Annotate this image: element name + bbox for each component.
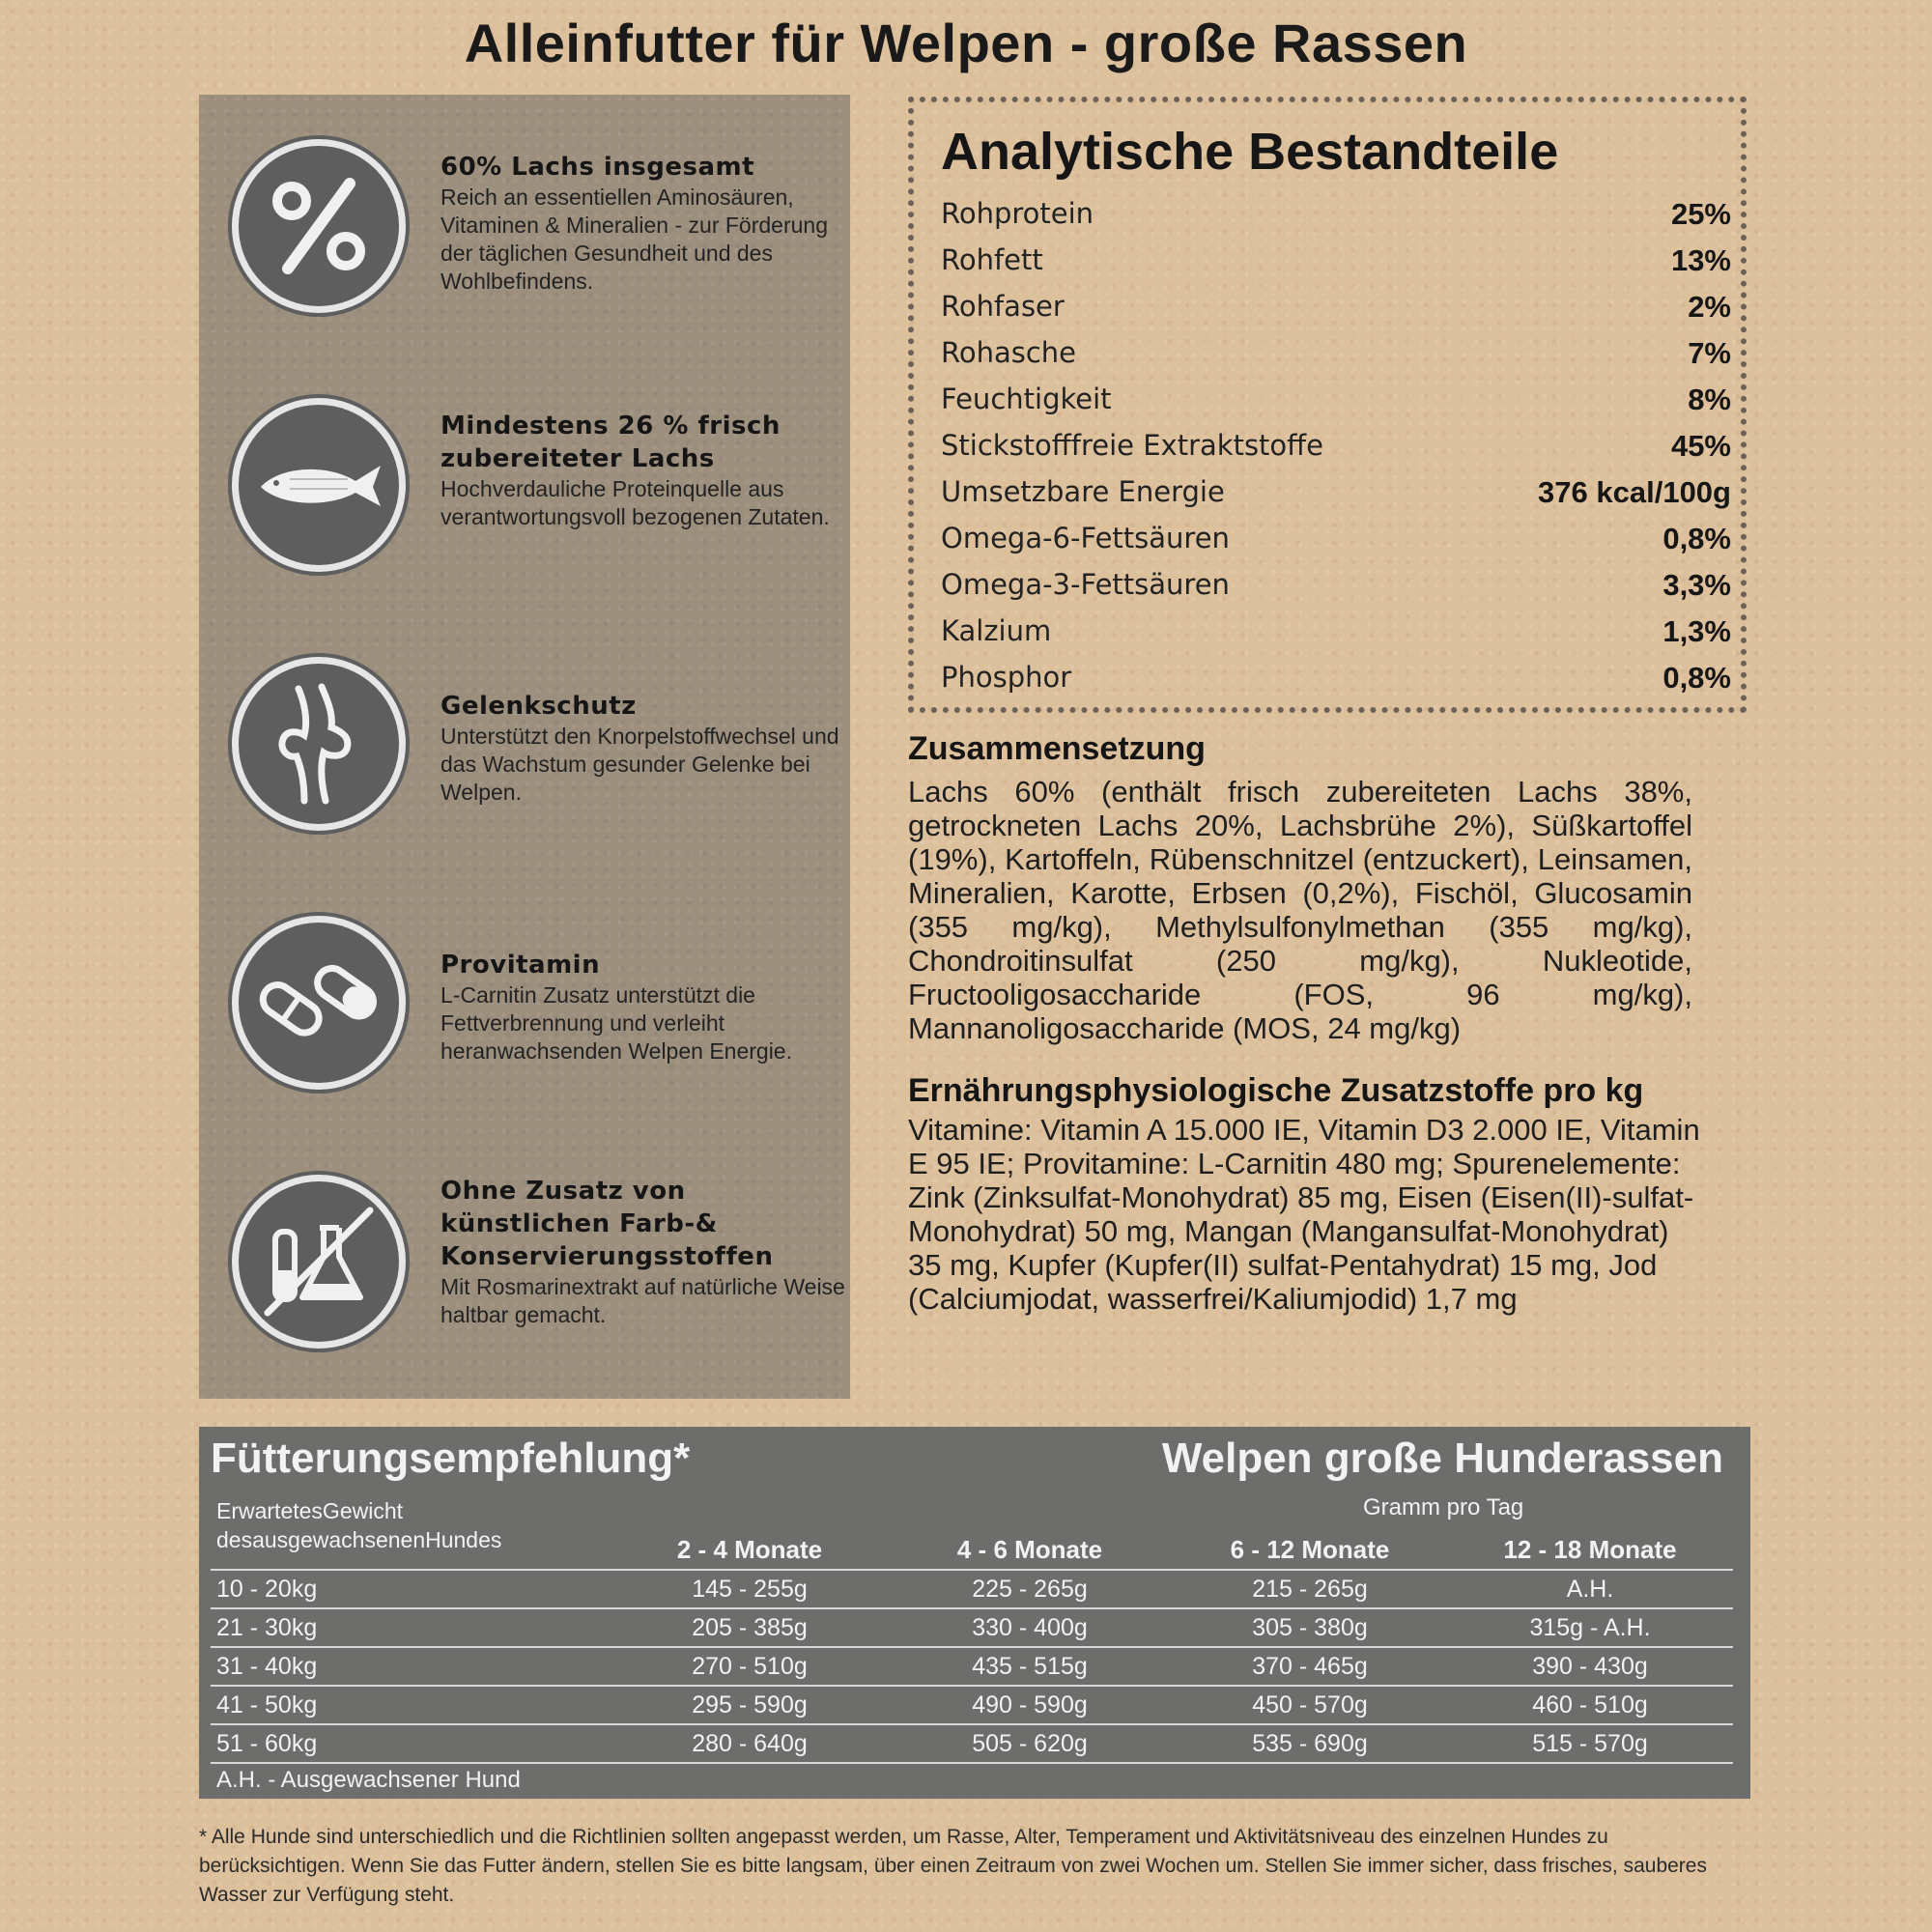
feature-item <box>199 916 850 1099</box>
feature-item <box>199 657 850 840</box>
analytics-name: Stickstofffreie Extraktstoffe <box>941 429 1323 462</box>
capsule-icon <box>232 916 406 1090</box>
table-legend: A.H. - Ausgewachsener Hund <box>216 1767 521 1793</box>
column-header: 6 - 12 Monate <box>1230 1535 1390 1564</box>
analytics-value: 13% <box>1670 243 1731 277</box>
table-cell: 205 - 385g <box>692 1614 808 1641</box>
table-cell: 315g - A.H. <box>1529 1614 1651 1641</box>
analytics-name: Rohprotein <box>941 197 1094 230</box>
table-cell: 305 - 380g <box>1252 1614 1368 1641</box>
feature-title: Mindestens 26 % frisch zubereiteter Lachs <box>440 412 781 473</box>
analytics-row <box>941 383 1731 429</box>
weight-column-header <box>216 1496 603 1554</box>
weight-cell: 31 - 40kg <box>216 1653 318 1680</box>
analytics-value: 25% <box>1670 197 1731 231</box>
analytics-value: 1,3% <box>1662 614 1731 648</box>
analytics-value: 0,8% <box>1662 661 1731 695</box>
table-divider <box>211 1646 1733 1648</box>
fish-icon <box>232 398 406 572</box>
table-cell: 225 - 265g <box>972 1576 1088 1603</box>
feature-item <box>199 1175 850 1358</box>
table-cell: 215 - 265g <box>1252 1576 1368 1603</box>
table-cell: 490 - 590g <box>972 1691 1088 1719</box>
analytics-row <box>941 614 1731 661</box>
table-divider <box>211 1762 1733 1764</box>
additives-title: Ernährungsphysiologische Zusatzstoffe pro kg <box>908 1072 1644 1109</box>
analytics-name: Feuchtigkeit <box>941 383 1112 415</box>
table-cell: 505 - 620g <box>972 1730 1088 1757</box>
table-cell: 330 - 400g <box>972 1614 1088 1641</box>
feature-title: Provitamin <box>440 951 601 980</box>
analytics-name: Omega-3-Fettsäuren <box>941 568 1230 601</box>
table-cell: 280 - 640g <box>692 1730 808 1757</box>
table-cell: 460 - 510g <box>1532 1691 1648 1719</box>
table-divider <box>211 1685 1733 1687</box>
column-header: 12 - 18 Monate <box>1503 1535 1677 1564</box>
feature-title: 60% Lachs insgesamt <box>440 153 755 182</box>
footnote: * Alle Hunde sind unterschiedlich und die Richtlinien sollten angepasst werden, um Rasse, Alter, Temperament und Aktivitätsniveau des einzelnen Hundes zu berücksichtigen. Wenn Sie das Futter ändern, stellen Sie es bitte langsam, über einen Zeitraum von zwei Wochen um. Stellen Sie immer sicher, dass frisches, sauberes Wasser zur Verfügung steht. <box>199 1826 1707 1906</box>
feature-description: Unterstützt den Knorpelstoffwechsel und das Wachstum gesunder Gelenke bei Welpen. <box>440 724 839 805</box>
table-cell: 145 - 255g <box>692 1576 808 1603</box>
analytics-name: Omega-6-Fettsäuren <box>941 522 1230 554</box>
feature-title: Ohne Zusatz von künstlichen Farb-& Konservierungsstoffen <box>440 1177 774 1271</box>
feeding-title: Fütterungsempfehlung* <box>211 1435 691 1482</box>
analytics-value: 3,3% <box>1662 568 1731 602</box>
weight-cell: 21 - 30kg <box>216 1614 318 1641</box>
analytics-row <box>941 336 1731 383</box>
table-divider <box>211 1607 1733 1609</box>
analytics-row <box>941 475 1731 522</box>
feature-title: Gelenkschutz <box>440 692 637 721</box>
analytics-value: 7% <box>1688 336 1731 370</box>
table-divider <box>211 1569 1733 1571</box>
analytics-row <box>941 243 1731 290</box>
additives-text: Vitamine: Vitamin A 15.000 IE, Vitamin D3 2.000 IE, Vitamin E 95 IE; Provitamine: L-Carnitin 480 mg; Spurenelemente: Zink (Zinksulfat-Monohydrat) 85 mg, Eisen (Eisen(II)-sulfat-Monohydrat) 50 mg, Mangan (Mangansulfat-Monohydrat) 35 mg, Kupfer (Kupfer(II) sulfat-Pentahydrat) 15 mg, Jod (Calciumjodat, wasserfrei/Kaliumjodid) 1,7 mg <box>908 1113 1700 1316</box>
feature-item <box>199 139 850 323</box>
table-cell: 270 - 510g <box>692 1653 808 1680</box>
table-cell: 390 - 430g <box>1532 1653 1648 1680</box>
weight-header-line: ErwartetesGewicht <box>216 1498 404 1523</box>
analytics-row <box>941 290 1731 336</box>
analytics-value: 0,8% <box>1662 522 1731 555</box>
analytics-name: Umsetzbare Energie <box>941 475 1225 508</box>
feeding-table <box>199 1427 1750 1799</box>
weight-cell: 10 - 20kg <box>216 1576 318 1603</box>
features-panel <box>199 95 850 1399</box>
percent-icon <box>232 139 406 313</box>
feature-description: Mit Rosmarinextrakt auf natürliche Weise haltbar gemacht. <box>440 1274 845 1327</box>
table-cell: A.H. <box>1566 1576 1614 1603</box>
table-cell: 435 - 515g <box>972 1653 1088 1680</box>
analytics-name: Rohfett <box>941 243 1043 276</box>
analytics-row <box>941 661 1731 707</box>
analytics-value: 376 kcal/100g <box>1538 475 1731 509</box>
column-header: 4 - 6 Monate <box>956 1535 1103 1564</box>
weight-cell: 41 - 50kg <box>216 1691 318 1719</box>
analytics-name: Kalzium <box>941 614 1052 647</box>
table-cell: 370 - 465g <box>1252 1653 1368 1680</box>
composition-text: Lachs 60% (enthält frisch zubereiteten Lachs 38%, getrockneten Lachs 20%, Lachsbrühe 2%), Süßkartoffel (19%), Kartoffeln, Rübenschnitzel (entzuckert), Leinsamen, Mineralien, Karotte, Erbsen (0,2%), Fischöl, Glucosamin (355 mg/kg), Methylsulfonylmethan (355 mg/kg), Chondroitinsulfat (250 mg/kg), Nukleotide, Fructooligosaccharide (FOS, 96 mg/kg), Mannanoligosaccharide (MOS, 24 mg/kg) <box>908 775 1692 1045</box>
weight-cell: 51 - 60kg <box>216 1730 318 1757</box>
column-header: 2 - 4 Monate <box>676 1535 823 1564</box>
page-title: Alleinfutter für Welpen - große Rassen <box>464 13 1468 73</box>
analytics-row <box>941 429 1731 475</box>
analytics-row <box>941 197 1731 243</box>
no-chemicals-icon <box>232 1175 406 1349</box>
breed-title: Welpen große Hunderassen <box>1161 1435 1723 1482</box>
feature-description: Hochverdauliche Proteinquelle aus verantwortungsvoll bezogenen Zutaten. <box>440 476 830 529</box>
analytics-value: 2% <box>1688 290 1731 324</box>
analytics-name: Rohasche <box>941 336 1077 369</box>
analytics-value: 8% <box>1688 383 1731 416</box>
analytics-name: Phosphor <box>941 661 1072 694</box>
feature-description: Reich an essentiellen Aminosäuren, Vitaminen & Mineralien - zur Förderung der täglichen Gesundheit und des Wohlbefindens. <box>440 185 828 294</box>
analytics-row <box>941 522 1731 568</box>
weight-header-line: desausgewachsenenHundes <box>216 1527 502 1552</box>
feature-item <box>199 398 850 582</box>
analytics-box <box>908 97 1747 713</box>
table-cell: 450 - 570g <box>1252 1691 1368 1719</box>
grams-per-day-label: Gramm pro Tag <box>1363 1494 1524 1520</box>
analytics-value: 45% <box>1670 429 1731 463</box>
analytics-title: Analytische Bestandteile <box>941 123 1559 181</box>
composition-title: Zusammensetzung <box>908 730 1206 767</box>
feature-description: L-Carnitin Zusatz unterstützt die Fettverbrennung und verleiht heranwachsenden Welpen Energie. <box>440 982 792 1064</box>
analytics-row <box>941 568 1731 614</box>
table-cell: 515 - 570g <box>1532 1730 1648 1757</box>
analytics-name: Rohfaser <box>941 290 1065 323</box>
table-divider <box>211 1723 1733 1725</box>
table-cell: 535 - 690g <box>1252 1730 1368 1757</box>
table-cell: 295 - 590g <box>692 1691 808 1719</box>
joint-icon <box>232 657 406 831</box>
